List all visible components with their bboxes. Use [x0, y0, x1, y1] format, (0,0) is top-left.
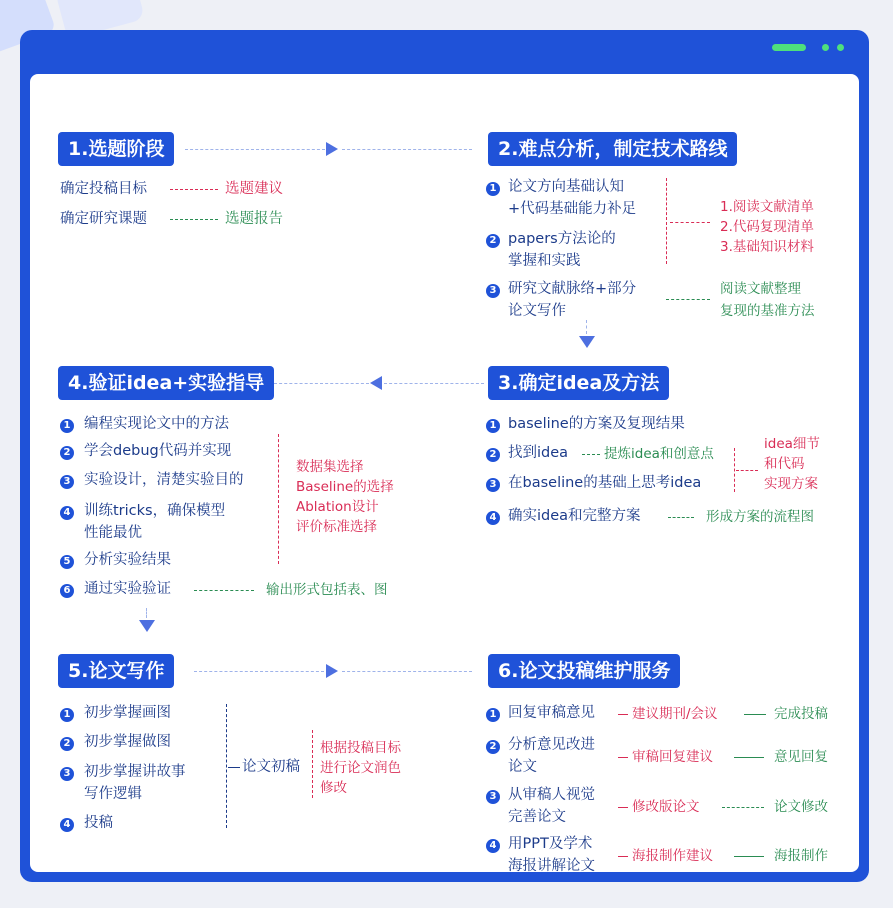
connector	[734, 856, 764, 857]
stage-4-item: 实验设计，清楚实验目的	[84, 472, 244, 488]
stage-3-item: 找到idea	[508, 445, 569, 461]
stage-5-red-note: 根据投稿目标 进行论文润色 修改	[320, 740, 401, 796]
stage-6-out: 海报制作	[774, 848, 828, 864]
stage-6-item: 从审稿人视觉 完善论文	[508, 787, 595, 825]
stage-5-title: 5.论文写作	[58, 654, 174, 688]
stage-6-mid: 审稿回复建议	[632, 749, 713, 765]
flow-arrow-right	[326, 664, 338, 678]
stage-3-item: 在baseline的基础上思考idea	[508, 475, 702, 491]
flow-arrow-right	[326, 142, 338, 156]
stage-6-out: 论文修改	[774, 799, 828, 815]
step-number: 2	[60, 446, 74, 460]
stage-4-item: 训练tricks，确保模型 性能最优	[84, 503, 226, 541]
stage-4-item: 编程实现论文中的方法	[84, 416, 229, 432]
stage-6-item: 分析意见改进 论文	[508, 737, 595, 775]
step-number: 1	[486, 182, 500, 196]
stage-4-red-note: 评价标准选择	[296, 519, 377, 535]
bracket	[278, 434, 279, 564]
stage-1-row-label: 确定投稿目标	[60, 181, 147, 197]
bracket	[734, 448, 735, 492]
bracket	[312, 730, 313, 798]
flow-line	[342, 149, 472, 150]
stage-2-red-note: 1.阅读文献清单	[720, 199, 814, 215]
connector	[582, 454, 600, 455]
step-number: 2	[486, 234, 500, 248]
step-number: 4	[60, 818, 74, 832]
stage-3-note: 提炼idea和创意点	[604, 446, 714, 462]
stage-4-red-note: Ablation设计	[296, 499, 379, 515]
step-number: 3	[60, 767, 74, 781]
step-number: 3	[486, 284, 500, 298]
flow-line	[342, 671, 472, 672]
connector	[734, 757, 764, 758]
connector	[618, 757, 628, 758]
stage-3-note: 形成方案的流程图	[706, 509, 814, 525]
connector	[170, 219, 218, 220]
flow-line	[384, 383, 484, 384]
flow-line	[185, 149, 325, 150]
connector	[744, 714, 766, 715]
stage-3-item: baseline的方案及复现结果	[508, 416, 685, 432]
content-panel	[30, 74, 859, 872]
step-number: 1	[60, 708, 74, 722]
window-pill	[772, 44, 806, 51]
stage-1-row-label: 确定研究课题	[60, 211, 147, 227]
step-number: 4	[60, 506, 74, 520]
flow-arrow-down	[139, 620, 155, 632]
connector	[618, 714, 628, 715]
step-number: 2	[60, 737, 74, 751]
step-number: 4	[486, 511, 500, 525]
flow-line	[586, 320, 587, 334]
bracket	[666, 178, 667, 264]
stage-4-item: 分析实验结果	[84, 552, 171, 568]
stage-6-title: 6.论文投稿维护服务	[488, 654, 680, 688]
stage-2-green-note: 阅读文献整理 复现的基准方法	[720, 281, 815, 319]
stage-2-item: 研究文献脉络+部分 论文写作	[508, 281, 637, 319]
stage-6-out: 完成投稿	[774, 706, 828, 722]
stage-4-red-note: Baseline的选择	[296, 479, 394, 495]
bracket	[226, 704, 227, 828]
stage-6-mid: 修改版论文	[632, 799, 700, 815]
step-number: 4	[486, 839, 500, 853]
stage-2-item: papers方法论的 掌握和实践	[508, 231, 616, 269]
step-number: 2	[486, 448, 500, 462]
step-number: 5	[60, 555, 74, 569]
connector	[668, 517, 694, 518]
flow-line	[146, 608, 147, 618]
step-number: 3	[60, 475, 74, 489]
step-number: 1	[486, 708, 500, 722]
connector	[618, 807, 628, 808]
stage-4-red-note: 数据集选择	[296, 459, 364, 475]
stage-4-item: 通过实验验证	[84, 581, 171, 597]
stage-5-item: 初步掌握画图	[84, 705, 171, 721]
stage-4-title: 4.验证idea+实验指导	[58, 366, 274, 400]
stage-6-item: 用PPT及学术 海报讲解论文	[508, 836, 595, 874]
flow-line	[274, 383, 369, 384]
connector	[170, 189, 218, 190]
flow-arrow-down	[579, 336, 595, 348]
stage-6-mid: 建议期刊/会议	[632, 706, 718, 722]
connector	[670, 222, 710, 223]
flow-line	[194, 671, 324, 672]
stage-2-red-note: 3.基础知识材料	[720, 239, 814, 255]
stage-6-mid: 海报制作建议	[632, 848, 713, 864]
stage-2-title: 2.难点分析，制定技术路线	[488, 132, 737, 166]
stage-4-green-note: 输出形式包括表、图	[266, 582, 388, 598]
step-number: 3	[486, 790, 500, 804]
step-number: 2	[486, 740, 500, 754]
stage-1-row-note: 选题建议	[225, 181, 283, 197]
stage-3-red-note: idea细节 和代码 实现方案	[764, 436, 820, 492]
stage-1-title: 1.选题阶段	[58, 132, 174, 166]
stage-2-item: 论文方向基础认知 +代码基础能力补足	[508, 179, 637, 217]
stage-5-item: 初步掌握做图	[84, 734, 171, 750]
stage-1-row-note: 选题报告	[225, 211, 283, 227]
main-frame	[20, 30, 869, 882]
stage-2-red-note: 2.代码复现清单	[720, 219, 814, 235]
stage-5-item: 初步掌握讲故事 写作逻辑	[84, 764, 186, 802]
stage-4-item: 学会debug代码并实现	[84, 443, 232, 459]
connector	[194, 590, 254, 591]
stage-6-item: 回复审稿意见	[508, 705, 595, 721]
connector	[228, 767, 240, 768]
window-dot	[837, 44, 844, 51]
step-number: 1	[60, 419, 74, 433]
stage-3-item: 确实idea和完整方案	[508, 508, 641, 524]
step-number: 6	[60, 584, 74, 598]
stage-6-out: 意见回复	[774, 749, 828, 765]
step-number: 3	[486, 478, 500, 492]
connector	[618, 856, 628, 857]
connector	[736, 470, 758, 471]
connector	[666, 299, 710, 300]
step-number: 1	[486, 419, 500, 433]
flow-arrow-left	[370, 376, 382, 390]
connector	[722, 807, 764, 808]
stage-5-item: 投稿	[84, 815, 113, 831]
window-dot	[822, 44, 829, 51]
stage-3-title: 3.确定idea及方法	[488, 366, 669, 400]
stage-5-draft: 论文初稿	[242, 759, 300, 775]
